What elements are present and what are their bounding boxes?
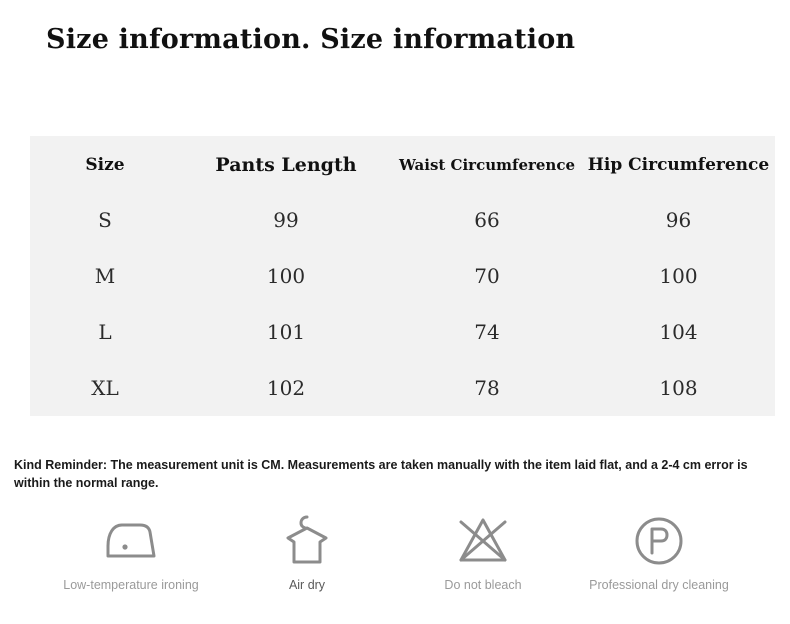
cell-size: M bbox=[94, 264, 116, 288]
professional-dry-cleaning-icon bbox=[631, 510, 687, 572]
page-title: Size information. Size information bbox=[46, 24, 576, 55]
cell-waist-circumference: 78 bbox=[474, 376, 500, 400]
cell-pants-length: 100 bbox=[266, 264, 306, 288]
iron-low-temperature-icon bbox=[102, 510, 160, 572]
size-table-container bbox=[30, 136, 775, 416]
care-label: Professional dry cleaning bbox=[589, 578, 729, 592]
cell-pants-length: 102 bbox=[266, 376, 306, 400]
care-label: Do not bleach bbox=[444, 578, 522, 592]
care-instruction-low-temperature-ironing bbox=[43, 510, 219, 592]
table-row bbox=[30, 192, 775, 248]
cell-hip-circumference: 100 bbox=[659, 264, 698, 288]
care-instruction-professional-dry-cleaning bbox=[571, 510, 747, 592]
size-table-head bbox=[30, 136, 775, 192]
care-label: Low-temperature ironing bbox=[63, 578, 199, 592]
column-header-pants-length: Pants Length bbox=[215, 154, 357, 176]
cell-pants-length: 101 bbox=[266, 320, 306, 344]
cell-hip-circumference: 104 bbox=[659, 320, 698, 344]
column-header-waist-circumference: Waist Circumference bbox=[398, 156, 576, 174]
cell-waist-circumference: 66 bbox=[474, 208, 500, 232]
cell-waist-circumference: 74 bbox=[474, 320, 500, 344]
size-table-body bbox=[30, 192, 775, 416]
column-header-size: Size bbox=[85, 155, 125, 175]
measurement-reminder-text: Kind Reminder: The measurement unit is CM. Measurements are taken manually with the item laid flat, and a 2-4 cm error is within the normal range. bbox=[14, 458, 748, 491]
table-row bbox=[30, 360, 775, 416]
cell-size: XL bbox=[91, 376, 119, 400]
cell-hip-circumference: 108 bbox=[659, 376, 698, 400]
table-row bbox=[30, 248, 775, 304]
care-instruction-do-not-bleach bbox=[395, 510, 571, 592]
care-label: Air dry bbox=[288, 578, 326, 592]
air-dry-hanger-icon bbox=[278, 510, 336, 572]
table-row bbox=[30, 304, 775, 360]
cell-pants-length: 99 bbox=[273, 208, 299, 232]
cell-waist-circumference: 70 bbox=[474, 264, 500, 288]
column-header-hip-circumference: Hip Circumference bbox=[587, 155, 770, 175]
cell-size: L bbox=[98, 320, 112, 344]
care-instructions-row bbox=[0, 510, 790, 592]
do-not-bleach-icon bbox=[453, 510, 513, 572]
table-header-row bbox=[30, 136, 775, 192]
size-table bbox=[30, 136, 775, 416]
care-instruction-air-dry bbox=[219, 510, 395, 592]
cell-size: S bbox=[98, 208, 112, 232]
cell-hip-circumference: 96 bbox=[665, 208, 692, 232]
